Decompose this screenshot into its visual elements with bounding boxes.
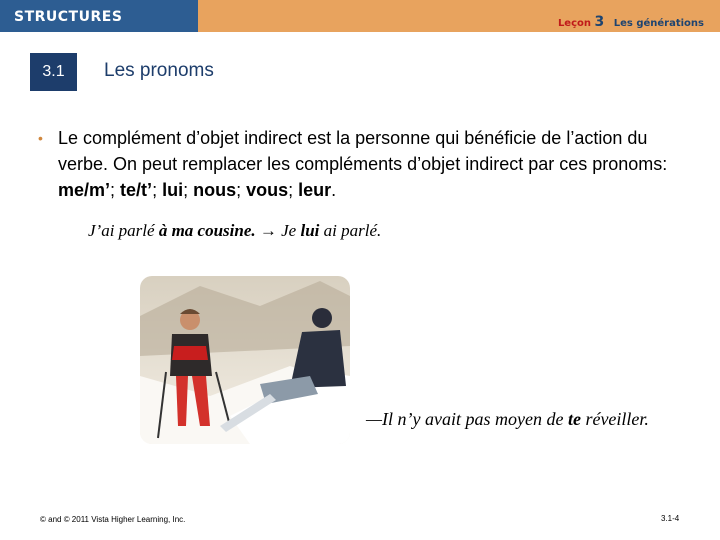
section-title: Les pronoms: [104, 60, 214, 81]
separator: ;: [183, 180, 194, 200]
bullet-icon: •: [38, 130, 43, 146]
example-bold: lui: [300, 221, 320, 240]
lecon-label: Leçon: [557, 18, 592, 29]
example-bold: à ma cousine.: [158, 221, 256, 240]
section-number: 3.1: [42, 63, 65, 80]
page-number: 3.1-4: [661, 514, 680, 523]
example-part: ai parlé.: [319, 221, 382, 240]
pronoun: nous: [193, 180, 237, 200]
example-part: Je: [281, 221, 301, 240]
brand-title: STRUCTURES: [14, 9, 123, 25]
separator: ;: [288, 180, 299, 200]
example-sentence: [88, 221, 381, 241]
lesson-label: [558, 14, 704, 30]
pronoun: lui: [162, 180, 184, 200]
caption-part: réveiller.: [580, 409, 649, 429]
pronoun: te/t’: [120, 180, 153, 200]
photo-caption: [366, 409, 649, 430]
pronoun: leur: [298, 180, 332, 200]
copyright: © and © 2011 Vista Higher Learning, Inc.: [40, 515, 186, 524]
separator: ;: [152, 180, 163, 200]
pronoun: vous: [246, 180, 289, 200]
header-bar: [0, 0, 720, 32]
snow-photo: [140, 276, 350, 444]
example-part: J’ai parlé: [88, 221, 159, 240]
caption-bold: te: [567, 409, 581, 429]
brand-block: [0, 0, 198, 32]
separator: ;: [236, 180, 247, 200]
bullet-text: [58, 125, 668, 203]
bullet-lead: Le complément d’objet indirect est la personne qui bénéficie de l’action du verbe. On peut remplacer les compléments d’objet indirect par ces pronoms:: [58, 128, 668, 174]
caption-part: —Il n’y avait pas moyen de: [366, 409, 568, 429]
section-number-badge: [30, 53, 77, 91]
period: .: [331, 180, 337, 200]
lecon-title: Les générations: [613, 18, 704, 29]
pronoun: me/m’: [58, 180, 111, 200]
lecon-number: 3: [594, 14, 605, 30]
arrow-icon: →: [255, 221, 282, 240]
separator: ;: [110, 180, 121, 200]
